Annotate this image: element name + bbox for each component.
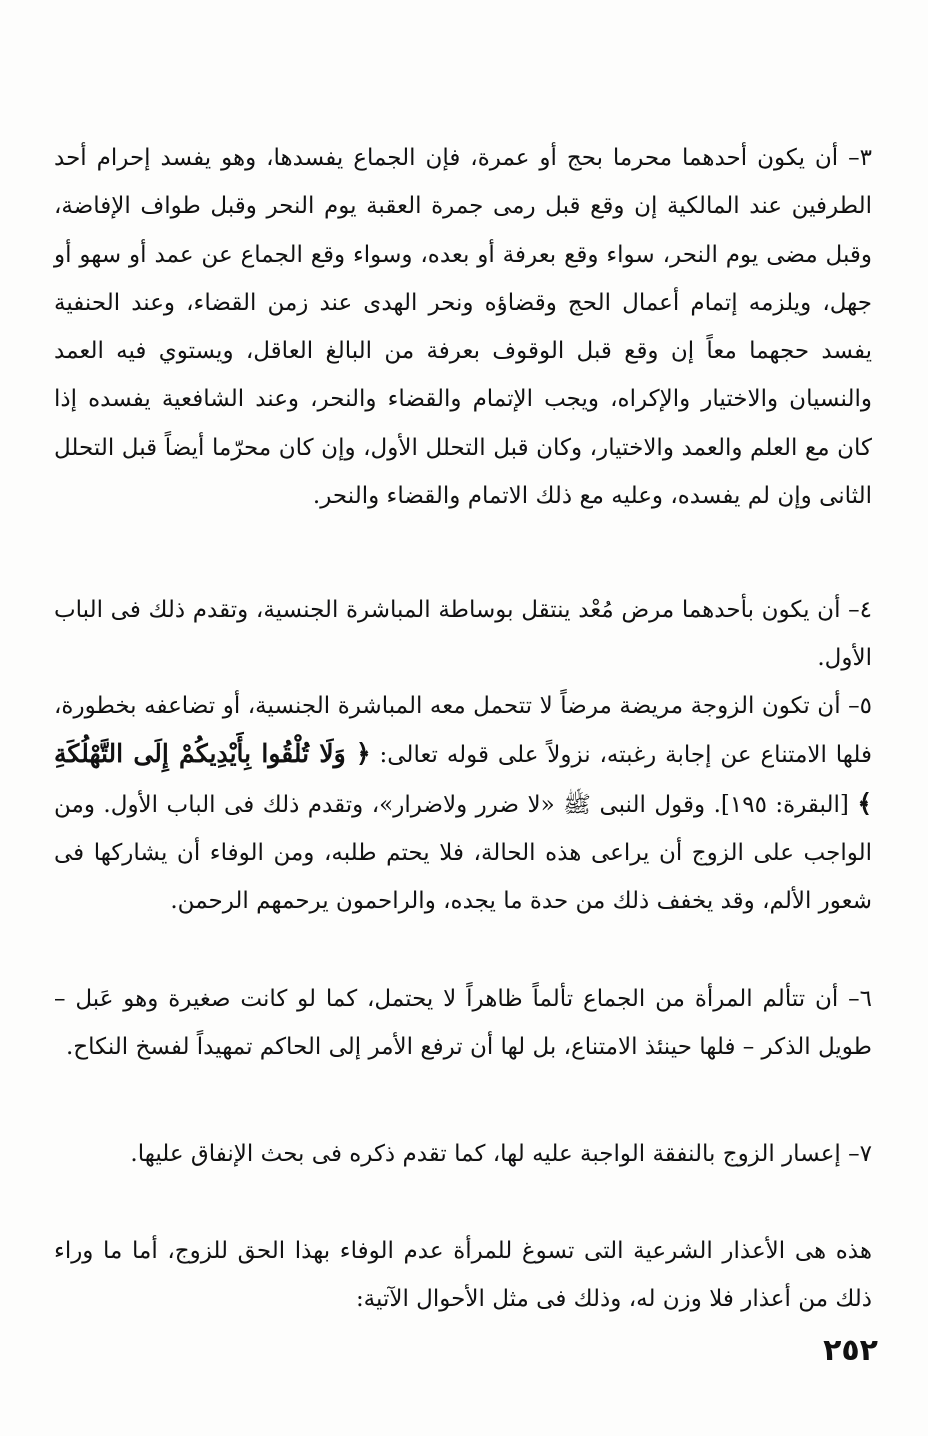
paragraph-text-after-verse: [البقرة: ١٩٥]. وقول النبى ﷺ «لا ضرر ولاضرار»، وتقدم ذلك فى الباب الأول. ومن الواجب على الزوج أن يراعى هذه الحالة، فلا يحتم طلبه، ومن الوفاء أن يشاركها فى شعور الألم، وقد يخفف ذلك من حدة ما يجده، والراحمون يرحمهم الرحمن. [54,791,872,915]
page-number: ٢٥٢ [823,1333,878,1368]
paragraph-text-before-verse: ٥– أن تكون الزوجة مريضة مرضاً لا تتحمل معه المباشرة الجنسية، أو تضاعفه بخطورة، فلها الامتناع عن إجابة رغبته، نزولاً على قوله تعالى: [54,693,872,769]
paragraph-husband-insolvency [54,1130,872,1178]
paragraph-wife-illness [54,682,872,925]
paragraph-painful-intercourse [54,975,872,1072]
paragraph-summary [54,1227,872,1324]
paragraph-text: ٦– أن تتألم المرأة من الجماع تألماً ظاهراً لا يحتمل، كما لو كانت صغيرة وهو عَبل – طويل الذكر – فلها حينئذ الامتناع، بل لها أن ترفع الأمر إلى الحاكم تمهيداً لفسخ النكاح. [54,986,872,1061]
paragraph-contagious-disease [54,586,872,683]
quran-verse: ﴿ وَلَا تُلْقُوا بِأَيْدِيكُمْ إِلَى التَّهْلُكَةِ ﴾ [54,739,872,818]
paragraph-text [54,682,872,925]
paragraph-text: هذه هى الأعذار الشرعية التى تسوغ للمرأة عدم الوفاء بهذا الحق للزوج، أما ما وراء ذلك من أعذار فلا وزن له، وذلك فى مثل الأحوال الآتية: [54,1238,872,1313]
paragraph-hajj-condition [54,134,872,520]
paragraph-text: ٣– أن يكون أحدهما محرما بحج أو عمرة، فإن الجماع يفسدها، وهو يفسد إحرام أحد الطرفين عند المالكية إن وقع قبل رمى جمرة العقبة يوم النحر وقبل طواف الإفاضة، وقبل مضى يوم النحر، سواء وقع بعرفة أو بعده، وسواء وقع الجماع عن عمد أو سهو أو جهل، ويلزمه إتمام أعمال الحج وقضاؤه ونحر الهدى عند زمن القضاء، وعند الحنفية يفسد حجهما معاً إن وقع قبل الوقوف بعرفة من البالغ العاقل، ويستوي فيه العمد والنسيان والاختيار والإكراه، ويجب الإتمام والقضاء والنحر، وعند الشافعية يفسده إذا كان مع العلم والعمد والاختيار، وكان قبل التحلل الأول، وإن كان محرّما أيضاً قبل التحلل الثانى وإن لم يفسده، وعليه مع ذلك الاتمام والقضاء والنحر. [54,145,872,510]
paragraph-text: ٤– أن يكون بأحدهما مرض مُعْد ينتقل بوساطة المباشرة الجنسية، وتقدم ذلك فى الباب الأول. [54,597,872,672]
paragraph-text: ٧– إعسار الزوج بالنفقة الواجبة عليه لها، كما تقدم ذكره فى بحث الإنفاق عليها. [130,1141,872,1167]
